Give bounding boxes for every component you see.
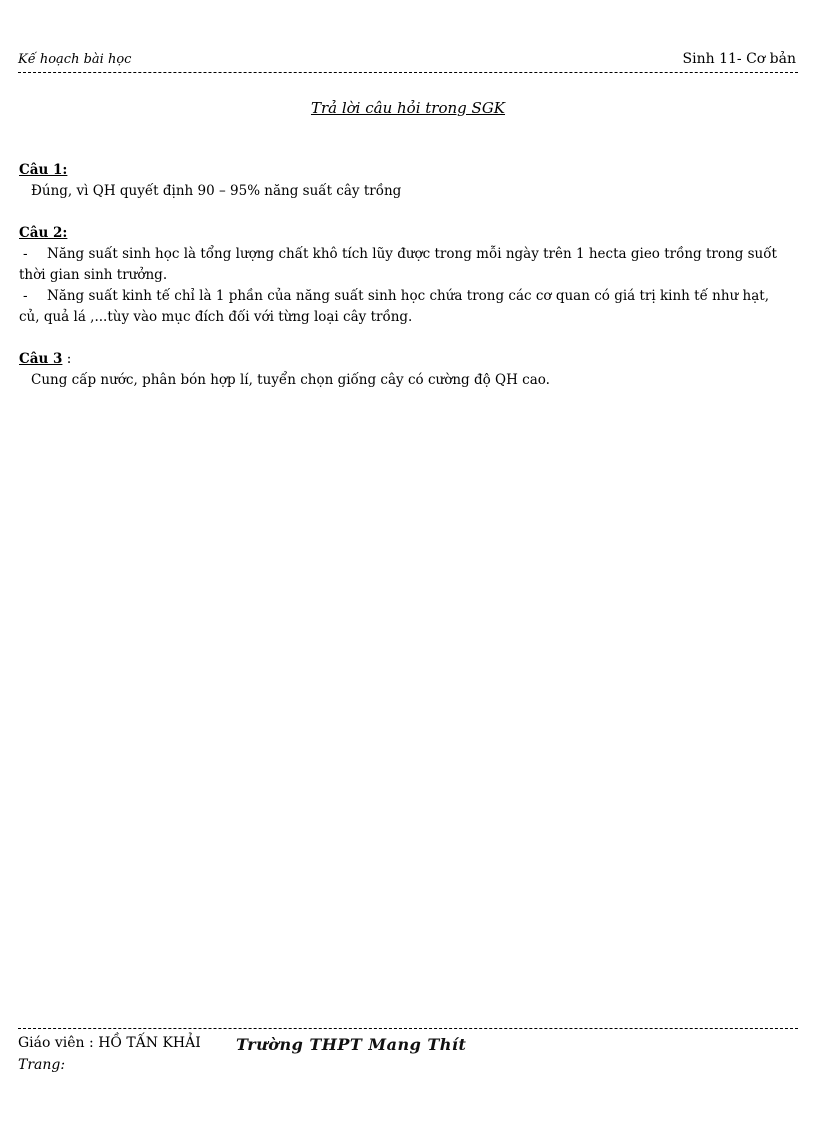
bullet-text: Năng suất sinh học là tổng lượng chất khô tích lũy được trong mỗi ngày trên 1 hecta gieo trồng trong suốt thời gian sinh trưởng. — [19, 246, 777, 283]
page-footer — [18, 1028, 798, 1073]
bullet-dash: - — [23, 288, 28, 304]
page-number-label: Trang: — [18, 1057, 66, 1073]
school-signature: Trường THPT Mang Thít — [236, 1035, 467, 1054]
header-doc-type: Kế hoạch bài học — [18, 52, 132, 67]
question-1-answer: Đúng, vì QH quyết định 90 – 95% năng suất cây trồng — [31, 183, 402, 199]
answer-content — [19, 160, 789, 412]
question-heading: Câu 3 — [19, 351, 63, 367]
question-3-answer: Cung cấp nước, phân bón hợp lí, tuyển chọn giống cây có cường độ QH cao. — [31, 372, 550, 388]
bullet-text: Năng suất kinh tế chỉ là 1 phần của năng suất sinh học chứa trong các cơ quan có giá trị kinh tế như hạt, củ, quả lá ,...tùy vào mục đích đối với từng loại cây trồng. — [19, 288, 770, 325]
question-3 — [19, 349, 789, 391]
question-heading: Câu 1: — [19, 162, 68, 178]
question-heading: Câu 2: — [19, 225, 68, 241]
answer-bullet — [19, 244, 789, 286]
document-title: Trả lời câu hỏi trong SGK — [310, 99, 506, 117]
question-3-heading-line — [19, 349, 789, 370]
question-2 — [19, 223, 789, 328]
page-header — [18, 50, 798, 73]
question-heading-suffix: : — [62, 351, 72, 367]
bullet-dash: - — [23, 246, 28, 262]
answer-bullet — [19, 286, 789, 328]
header-subject: Sinh 11- Cơ bản — [682, 51, 796, 67]
question-1 — [19, 160, 789, 202]
question-2-heading-line — [19, 223, 789, 244]
teacher-name: Giáo viên : HỒ TẤN KHẢI — [18, 1035, 201, 1051]
question-1-heading-line — [19, 160, 789, 181]
